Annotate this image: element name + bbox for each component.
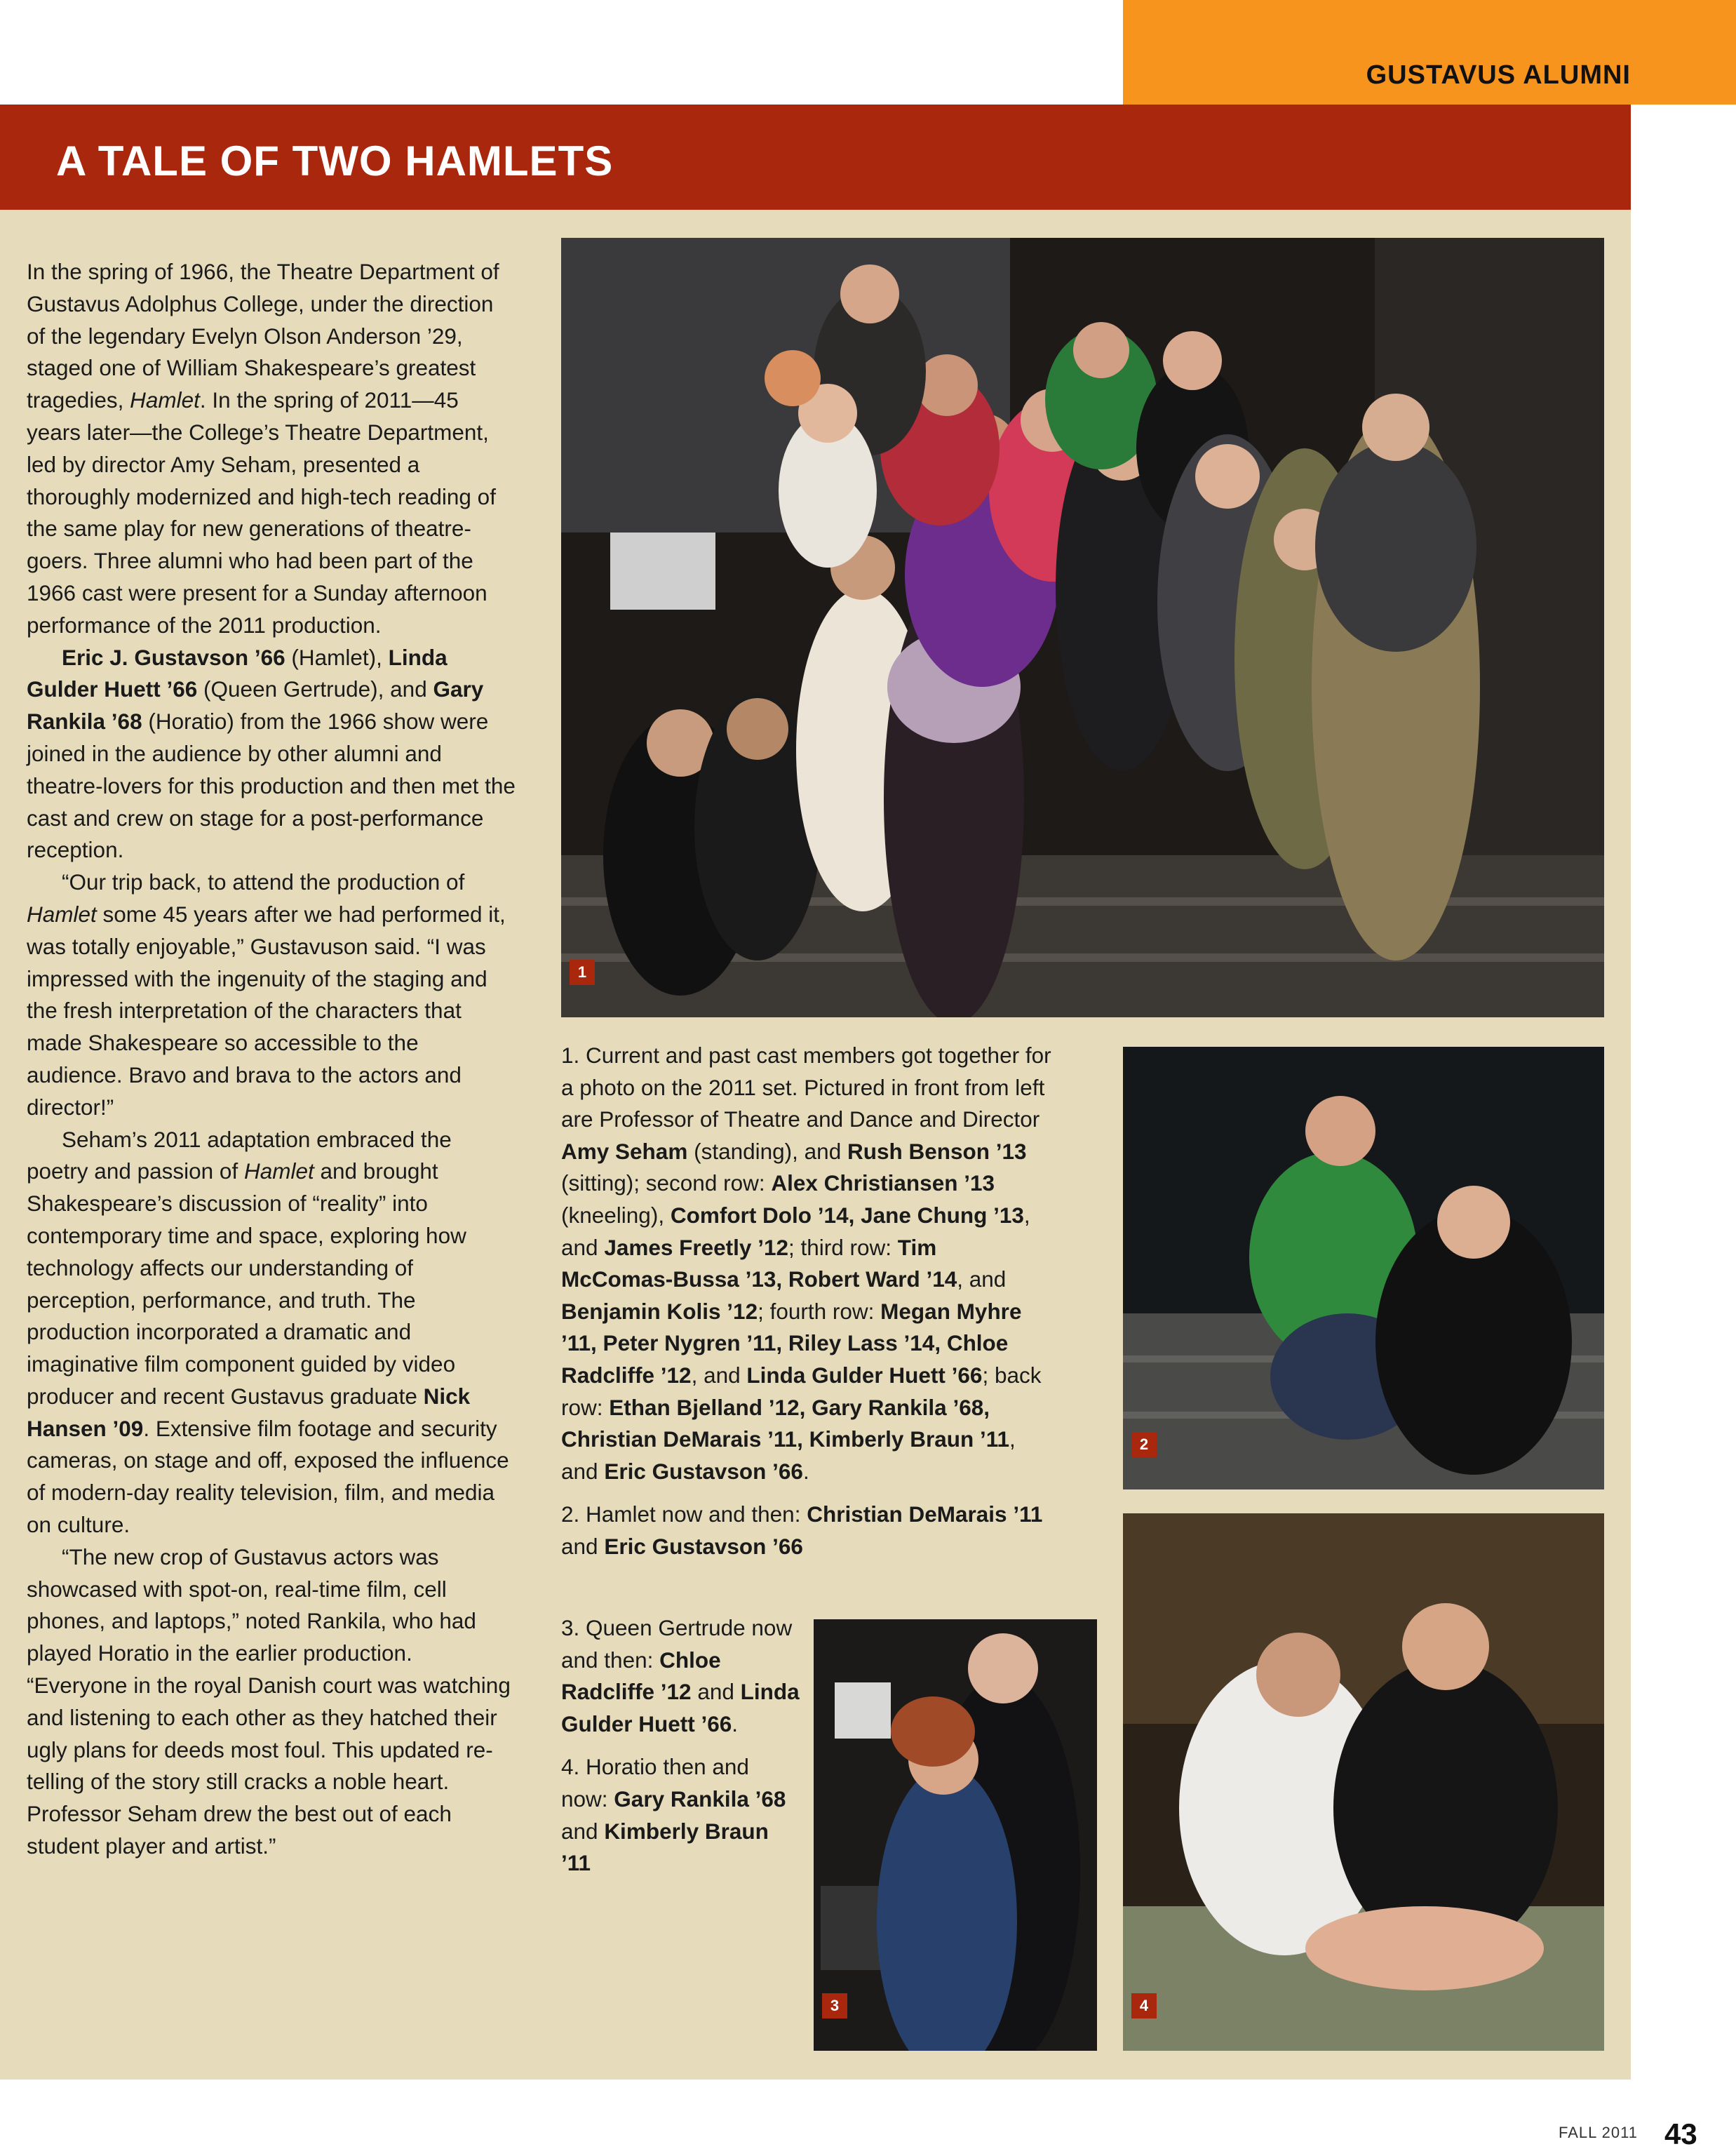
caption-text: Alex Christiansen ’13 bbox=[771, 1170, 995, 1196]
photo-horatio bbox=[1123, 1513, 1604, 2051]
caption-text: 2. Hamlet now and then: bbox=[561, 1501, 807, 1527]
caption-text: Amy Seham bbox=[561, 1138, 688, 1164]
photo-number-2: 2 bbox=[1131, 1432, 1157, 1457]
article-body bbox=[27, 256, 518, 1863]
caption-block-3-4 bbox=[561, 1612, 800, 1891]
caption-text: Linda Gulder Huett ’66 bbox=[746, 1362, 983, 1388]
paragraph-3: “Our trip back, to attend the production of Hamlet some 45 years after we had performed it, was totally enjoyable,” Gustavuson said. “I was impressed with the ingenuity of the staging and the fresh interpretation of the characters that made Shakespeare so accessible to the audience. Bravo and brava to the actors and director!” bbox=[27, 869, 506, 1120]
caption-text: Rush Benson ’13 bbox=[847, 1138, 1027, 1164]
caption-text: Kimberly Braun ’11 bbox=[561, 1818, 769, 1876]
photo-number-3: 3 bbox=[822, 1993, 847, 2018]
caption-1 bbox=[561, 1040, 1052, 1487]
photo-group-cast bbox=[561, 238, 1604, 1017]
caption-text: Eric Gustavson ’66 bbox=[604, 1458, 803, 1484]
caption-text: Benjamin Kolis ’12 bbox=[561, 1298, 758, 1324]
caption-text: , and bbox=[691, 1362, 747, 1388]
paragraph-1: In the spring of 1966, the Theatre Department of Gustavus Adolphus College, under the direction of the legendary Evelyn Olson Anderson ’29, staged one of William Shakespeare’s greatest tragedies, Hamlet. In the spring of 2011—45 years later—the College’s Theatre Department, led by director Amy Seham, presented a thoroughly modernized and high-tech reading of the same play for new generations of theatre-goers. Three alumni who had been part of the 1966 cast were present for a Sunday afternoon performance of the 2011 production. bbox=[27, 259, 499, 638]
caption-text: Linda Gulder Huett ’66 bbox=[561, 1679, 800, 1736]
article-title: A TALE OF TWO HAMLETS bbox=[56, 138, 614, 185]
page-number: 43 bbox=[1664, 2117, 1697, 2150]
caption-4 bbox=[561, 1751, 800, 1879]
photo-number-1: 1 bbox=[570, 960, 595, 985]
caption-text: Comfort Dolo ’14, Jane Chung ’13 bbox=[670, 1202, 1024, 1228]
photo-queen-gertrude bbox=[814, 1619, 1097, 2051]
caption-text: Christian DeMarais ’11 bbox=[807, 1501, 1043, 1527]
caption-text: . bbox=[802, 1458, 809, 1484]
section-label: GUSTAVUS ALUMNI bbox=[1366, 60, 1631, 90]
paragraph-4: Seham’s 2011 adaptation embraced the poetry and passion of Hamlet and brought Shakespeare’s discussion of “reality” into contemporary time and space, exploring how technology affects our understanding of perception, performance, and truth. The production incorporated a dramatic and imaginative film component guided by video producer and recent Gustavus graduate Nick Hansen ’09. Extensive film footage and security cameras, on stage and off, exposed the influence of modern-day reality television, film, and media on culture. bbox=[27, 1126, 509, 1538]
photo-number-4: 4 bbox=[1131, 1993, 1157, 2018]
issue-label: FALL 2011 bbox=[1559, 2124, 1638, 2141]
caption-text: and bbox=[561, 1533, 605, 1559]
caption-text: , and bbox=[957, 1266, 1007, 1292]
caption-block-1-2 bbox=[561, 1040, 1052, 1574]
caption-text: ; back row: bbox=[561, 1362, 1042, 1420]
title-band bbox=[0, 105, 1631, 210]
caption-text: Ethan Bjelland ’12, Gary Rankila ’68, Christian DeMarais ’11, Kimberly Braun ’11 bbox=[561, 1394, 1010, 1452]
caption-text: 3. Queen Gertrude now and then: bbox=[561, 1615, 793, 1673]
caption-text: , and bbox=[561, 1426, 1016, 1484]
caption-text: Eric Gustavson ’66 bbox=[604, 1533, 803, 1559]
caption-text: Chloe Radcliffe ’12 bbox=[561, 1647, 721, 1705]
caption-text: (sitting); second row: bbox=[561, 1170, 772, 1196]
caption-text: , and bbox=[561, 1202, 1030, 1260]
paragraph-2: Eric J. Gustavson ’66 (Hamlet), Linda Gulder Huett ’66 (Queen Gertrude), and Gary Rankila ’68 (Horatio) from the 1966 show were joined in the audience by other alumni and theatre-lovers for this production and then met the cast and crew on stage for a post-performance reception. bbox=[27, 644, 516, 863]
caption-text: Megan Myhre ’11, Peter Nygren ’11, Riley Lass ’14, Chloe Radcliffe ’12 bbox=[561, 1298, 1022, 1388]
caption-text: (standing), and bbox=[687, 1138, 847, 1164]
photo-hamlet bbox=[1123, 1047, 1604, 1489]
caption-text: . bbox=[732, 1710, 739, 1736]
caption-text: and bbox=[691, 1679, 741, 1705]
caption-text: and bbox=[561, 1818, 605, 1844]
caption-text: (kneeling), bbox=[561, 1202, 671, 1228]
caption-text: Tim McComas-Bussa ’13, Robert Ward ’14 bbox=[561, 1234, 957, 1292]
caption-text: Gary Rankila ’68 bbox=[614, 1786, 786, 1812]
caption-text: 1. Current and past cast members got together for a photo on the 2011 set. Pictured in front from left are Professor of Theatre and Dance and Director bbox=[561, 1043, 1051, 1132]
caption-2 bbox=[561, 1499, 1052, 1562]
caption-text: ; third row: bbox=[788, 1234, 898, 1260]
caption-text: ; fourth row: bbox=[758, 1298, 881, 1324]
caption-3 bbox=[561, 1612, 800, 1740]
paragraph-5: “The new crop of Gustavus actors was showcased with spot-on, real-time film, cell phones, and laptops,” noted Rankila, who had played Horatio in the earlier production. “Everyone in the royal Danish court was watching and listening to each other as they hatched their ugly plans for deeds most foul. This updated re-telling of the story still cracks a noble heart. Professor Seham drew the best out of each student player and artist.” bbox=[27, 1544, 511, 1859]
caption-text: James Freetly ’12 bbox=[604, 1234, 788, 1260]
caption-text: 4. Horatio then and now: bbox=[561, 1754, 749, 1812]
